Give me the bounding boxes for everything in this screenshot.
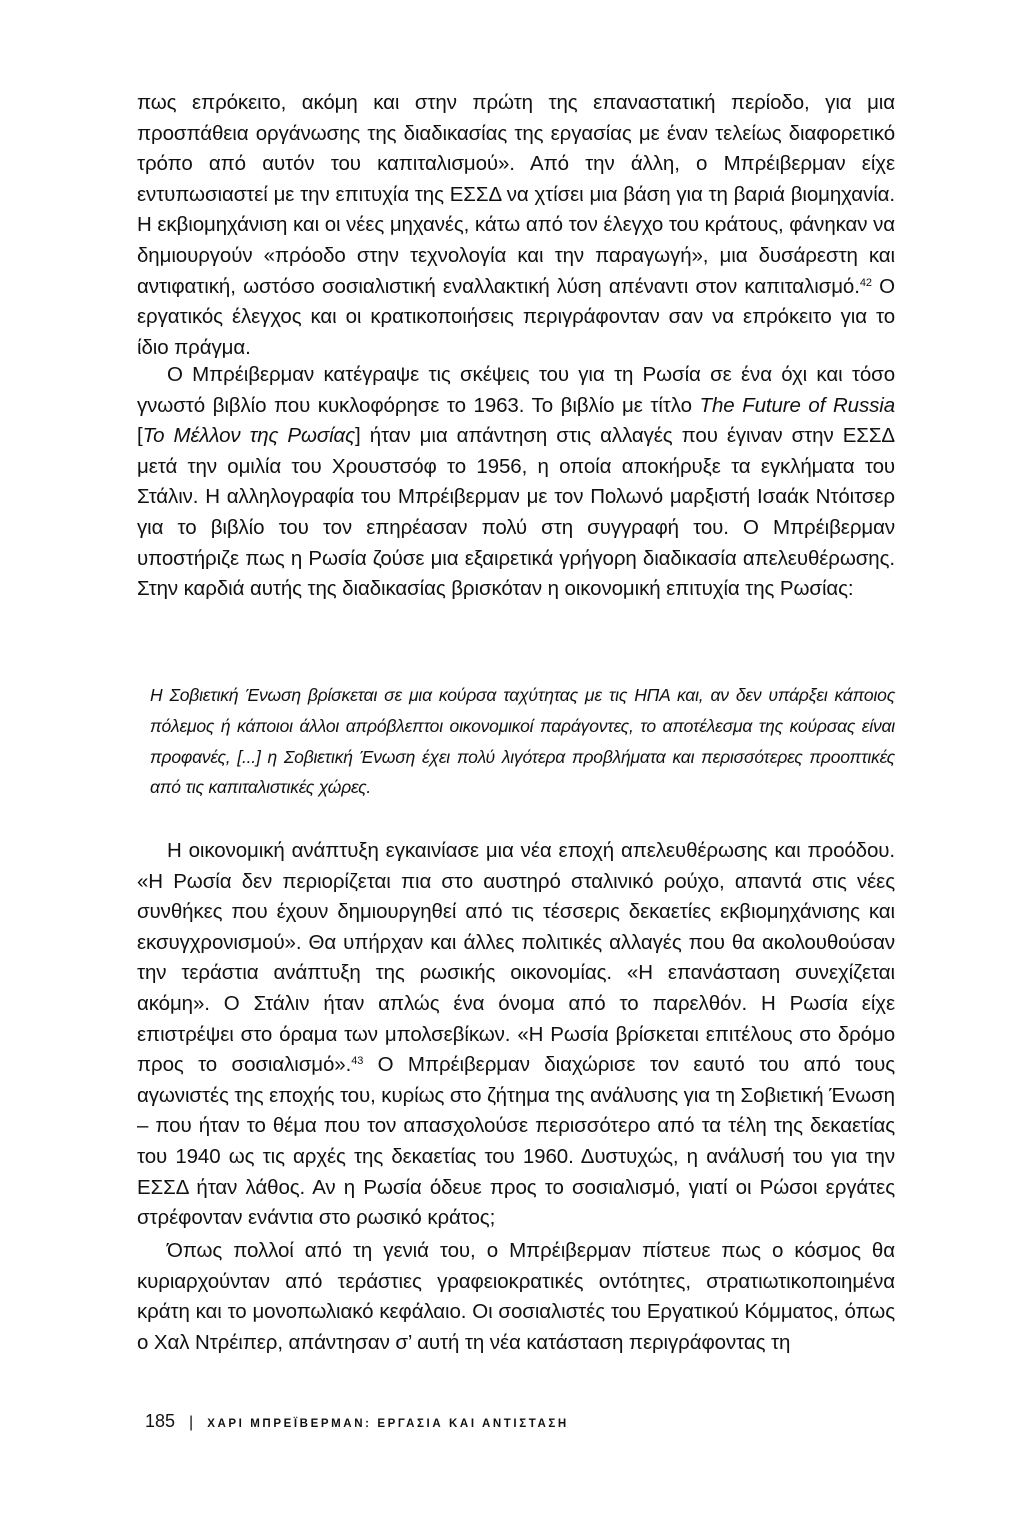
body-text-bottom — [137, 1236, 895, 1358]
paragraph-3-text-a: Η οικονομική ανάπτυξη εγκαινίασε μια νέα εποχή απελευθέρωσης και προόδου. «Η Ρωσία δεν περιορίζεται πια στο αυστηρό σταλινικό ρούχο, απαντά στις νέες συνθήκες που έχουν δημιουργηθεί από τις τέσσερις δεκαετίες εκβιομηχάνισης και εκσυγχρονισμού». Θα υπήρχαν και άλλες πολιτικές αλλαγές που θα ακολουθούσαν την τεράστια ανάπτυξη της ρωσικής οικονομίας. «Η επανάσταση συνεχίζεται ακόμη». Ο Στάλιν ήταν απλώς ένα όνομα από το παρελθόν. Η Ρωσία είχε επιστρέψει στο όραμα των μπολσεβίκων. «Η Ρωσία βρίσκεται επιτέλους στο δρόμο προς το σοσιαλισμό». — [137, 839, 895, 1077]
book-title-greek: Το Μέλλον της Ρωσίας — [142, 424, 356, 448]
paragraph-2-text-b: [ — [137, 424, 143, 448]
footnote-ref-43: 43 — [351, 1055, 364, 1068]
page-footer — [145, 1411, 569, 1432]
paragraph-2-text-a: Ο Μπρέιβερμαν κατέγραψε τις σκέψεις του για τη Ρωσία σε ένα όχι και τόσο γνωστό βιβλίο που κυκλοφόρησε το 1963. Το βιβλίο με τίτλο — [137, 363, 895, 417]
body-text-middle — [137, 360, 895, 605]
book-title: The Future of Russia — [699, 393, 895, 417]
paragraph-1 — [137, 88, 895, 363]
paragraph-1-text-b: Ο εργατικός έλεγχος και οι κρατικοποιήσεις περιγράφονταν σαν να επρόκειτο για το ίδιο πράγμα. — [137, 274, 895, 359]
block-quote: Η Σοβιετική Ένωση βρίσκεται σε μια κούρσα ταχύτητας με τις ΗΠΑ και, αν δεν υπάρξει κάποιος πόλεμος ή κάποιοι άλλοι απρόβλεπτοι οικονομικοί παράγοντες, το αποτέλεσμα της κούρσας είναι προφανές, [...] η Σοβιετική Ένωση έχει πολύ λιγότερα προβλήματα και περισσότερες προοπτικές από τις καπιταλιστικές χώρες. — [150, 685, 895, 798]
body-text-top — [137, 88, 895, 363]
paragraph-3-text-b: Ο Μπρέιβερμαν διαχώρισε τον εαυτό του από τους αγωνιστές της εποχής του, κυρίως στο ζήτημα της ανάλυσης για τη Σοβιετική Ένωση – που ήταν το θέμα που τον απασχολούσε περισσότερο από τα τέλη της δεκαετίας του 1940 ως τις αρχές της δεκαετίας του 1960. Δυστυχώς, η ανάλυσή του για την ΕΣΣΔ ήταν λάθος. Αν η Ρωσία όδευε προς το σοσιαλισμό, γιατί οι Ρώσοι εργάτες στρέφονταν ενάντια στο ρωσικό κράτος; — [137, 1053, 895, 1230]
paragraph-1-text-a: πως επρόκειτο, ακόμη και στην πρώτη της επαναστατική περίοδο, για μια προσπάθεια οργάνωσης της διαδικασίας της εργασίας με έναν τελείως διαφορετικό τρόπο από αυτόν του καπιταλισμού». Από την άλλη, ο Μπρέιβερμαν είχε εντυπωσιαστεί με την επιτυχία της ΕΣΣΔ να χτίσει μια βάση για τη βαριά βιομηχανία. Η εκβιομηχάνιση και οι νέες μηχανές, κάτω από τον έλεγχο του κράτους, φάνηκαν να δημιουργούν «πρόοδο στην τεχνολογία και την παραγωγή», μια δυσάρεστη και αντιφατική, ωστόσο σοσιαλιστική εναλλακτική λύση απέναντι στον καπιταλισμό. — [137, 91, 895, 298]
footer-separator: | — [189, 1414, 194, 1431]
paragraph-2-text-c: ] ήταν μια απάντηση στις αλλαγές που έγιναν στην ΕΣΣΔ μετά την ομιλία του Χρουστσόφ το 1956, η οποία αποκήρυξε τα εγκλήματα του Στάλιν. Η αλληλογραφία του Μπρέιβερμαν με τον Πολωνό μαρξιστή Ισαάκ Ντόιτσερ για το βιβλίο του τον επηρέασαν πολύ στη συγγραφή του. Ο Μπρέιβερμαν υποστήριζε πως η Ρωσία ζούσε μια εξαιρετικά γρήγορη διαδικασία απελευθέρωσης. Στην καρδιά αυτής της διαδικασίας βρισκόταν η οικονομική επιτυχία της Ρωσίας: — [137, 424, 896, 601]
page-number: 185 — [145, 1411, 176, 1431]
footnote-ref-42: 42 — [859, 276, 872, 289]
paragraph-3 — [137, 836, 895, 1234]
paragraph-2 — [137, 360, 895, 605]
body-text-lower — [137, 836, 895, 1234]
paragraph-4: Όπως πολλοί από τη γενιά του, ο Μπρέιβερμαν πίστευε πως ο κόσμος θα κυριαρχούνταν από τεράστιες γραφειοκρατικές οντότητες, στρατιωτικοποιημένα κράτη και το μονοπωλιακό κεφάλαιο. Οι σοσιαλιστές του Εργατικού Κόμματος, όπως ο Χαλ Ντρέιπερ, απάντησαν σ’ αυτή τη νέα κατάσταση περιγράφοντας τη — [137, 1239, 895, 1354]
running-title: ΧΑΡΙ ΜΠΡΕΪΒΕΡΜΑΝ: ΕΡΓΑΣΙΑ ΚΑΙ ΑΝΤΙΣΤΑΣΗ — [207, 1418, 569, 1430]
